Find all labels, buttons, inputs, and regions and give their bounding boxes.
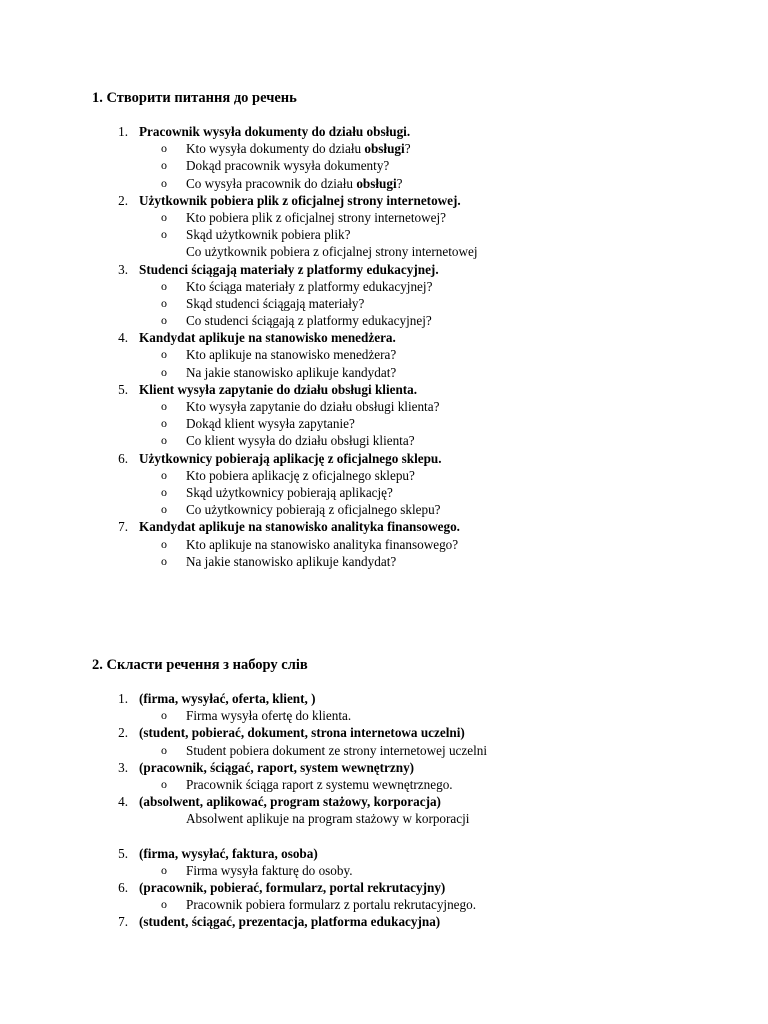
text-part: Co użytkownicy pobierają z oficjalnego sklepu? — [186, 502, 441, 518]
list-item-text: (pracownik, pobierać, formularz, portal rekrutacyjny) — [139, 880, 446, 896]
list-item-number: 3. — [118, 261, 128, 277]
list-item-text: (pracownik, ściągać, raport, system wewnętrzny) — [139, 759, 415, 775]
sub-list-item-text — [186, 776, 453, 793]
sub-list-item-text — [186, 364, 396, 381]
list-item — [0, 879, 768, 896]
list-item-text: Kandydat aplikuje na stanowisko analityka finansowego. — [139, 519, 460, 535]
sub-list-item — [0, 175, 768, 192]
bullet-icon: o — [161, 742, 167, 757]
sub-list-item-text — [186, 553, 396, 570]
list-item — [0, 913, 768, 930]
bullet-icon: o — [161, 175, 167, 190]
text-part: Student pobiera dokument ze strony internetowej uczelni — [186, 742, 488, 758]
sub-list-item-text — [186, 501, 441, 518]
text-part: Firma wysyła ofertę do klienta. — [186, 708, 352, 724]
list-item-text: Pracownik wysyła dokumenty do działu obsługi. — [139, 124, 411, 139]
list-item — [0, 261, 768, 278]
list-item-number: 3. — [118, 759, 128, 775]
sub-list-item — [0, 707, 768, 724]
list-item-text: (student, ściągać, prezentacja, platforma edukacyjna) — [139, 914, 441, 930]
text-part: Absolwent aplikuje na program stażowy w korporacji — [186, 811, 470, 827]
list-item-number: 7. — [118, 519, 128, 535]
sub-list-item — [0, 398, 768, 415]
list-item-number: 5. — [118, 381, 128, 397]
sub-list-item — [0, 810, 768, 827]
list-item-number: 4. — [118, 330, 128, 346]
text-part: Dokąd pracownik wysyła dokumenty? — [186, 158, 390, 174]
text-part: Co studenci ściągają z platformy edukacyjnej? — [186, 313, 432, 329]
bullet-icon: o — [161, 708, 167, 723]
sub-list-item-text — [186, 295, 364, 312]
sub-list-item-text — [186, 209, 446, 226]
sub-list-item-text — [186, 346, 396, 363]
bullet-icon: o — [161, 467, 167, 482]
section-heading: 1. Створити питання до речень — [92, 90, 297, 106]
bullet-icon: o — [161, 158, 167, 173]
list-item — [0, 690, 768, 707]
text-part: Kto wysyła dokumenty do działu — [186, 141, 365, 157]
sub-list-item-text — [186, 226, 350, 243]
sub-list-item — [0, 501, 768, 518]
sub-list-item — [0, 862, 768, 879]
list-item-number: 6. — [118, 880, 128, 896]
list-item-text: Użytkownicy pobierają aplikację z oficjalnego sklepu. — [139, 450, 442, 466]
bullet-icon: o — [161, 399, 167, 413]
section-compose-sentences — [0, 655, 768, 931]
text-part: Kto aplikuje na stanowisko menedżera? — [186, 347, 397, 363]
list-item — [0, 845, 768, 862]
list-item-number: 1. — [118, 124, 128, 139]
bullet-icon: o — [161, 347, 167, 362]
text-part: Firma wysyła fakturę do osoby. — [186, 862, 353, 878]
list-item-text: Studenci ściągają materiały z platformy edukacyjnej. — [139, 261, 439, 277]
sub-list-item-text — [186, 810, 469, 827]
list-item-text: Użytkownik pobiera plik z oficjalnej strony internetowej. — [139, 192, 461, 208]
list-item — [0, 381, 768, 398]
sub-list-item — [0, 742, 768, 759]
list-item — [0, 793, 768, 810]
list-item — [0, 329, 768, 346]
text-part: Kto wysyła zapytanie do działu obsługi klienta? — [186, 399, 440, 414]
sub-list-item — [0, 432, 768, 449]
bullet-icon: o — [161, 776, 167, 791]
sub-list-item-text — [186, 175, 403, 192]
list-item-text: (absolwent, aplikować, program stażowy, korporacja) — [139, 794, 441, 810]
sub-list-item-text — [186, 536, 458, 553]
text-part: Kto ściąga materiały z platformy edukacyjnej? — [186, 278, 433, 294]
bullet-icon: o — [161, 295, 167, 310]
sub-list-item — [0, 243, 768, 260]
list-item-number: 6. — [118, 450, 128, 466]
sub-list-item — [0, 484, 768, 501]
sub-list-item — [0, 346, 768, 363]
text-part: Skąd użytkownicy pobierają aplikację? — [186, 484, 393, 500]
sub-list-item-text — [186, 312, 432, 329]
text-part: Na jakie stanowisko aplikuje kandydat? — [186, 553, 397, 569]
sub-list-item-text — [186, 896, 476, 913]
sub-list-item — [0, 896, 768, 913]
list-item-number: 7. — [118, 914, 128, 930]
sub-list-item — [0, 295, 768, 312]
bullet-icon: o — [161, 227, 167, 242]
numbered-list — [0, 690, 768, 931]
bullet-icon: o — [161, 553, 167, 568]
bullet-icon: o — [161, 433, 167, 448]
sub-list-item-text — [186, 398, 439, 415]
sub-list-item — [0, 553, 768, 570]
sub-list-item-text — [186, 278, 432, 295]
sub-list-item — [0, 467, 768, 484]
sub-list-item — [0, 312, 768, 329]
sub-list-item-text — [186, 432, 415, 449]
text-part: Co użytkownik pobiera z oficjalnej strony internetowej — [186, 244, 478, 260]
list-item-text: Kandydat aplikuje na stanowisko menedżera. — [139, 330, 396, 346]
text-part: Co klient wysyła do działu obsługi klienta? — [186, 433, 415, 449]
sub-list-item-text — [186, 707, 351, 724]
bullet-icon: o — [161, 278, 167, 293]
section-create-questions — [0, 88, 768, 570]
text-part: Co wysyła pracownik do działu — [186, 175, 357, 191]
sub-list-item — [0, 536, 768, 553]
bullet-icon: o — [161, 536, 167, 551]
bold-text-part: obsługi — [364, 141, 405, 157]
blank-line — [0, 828, 768, 845]
text-part: Kto pobiera plik z oficjalnej strony internetowej? — [186, 209, 447, 225]
bullet-icon: o — [161, 141, 167, 156]
numbered-list — [0, 123, 768, 570]
list-item — [0, 192, 768, 209]
sub-list-item — [0, 226, 768, 243]
text-part: ? — [404, 141, 411, 157]
text-part: Dokąd klient wysyła zapytanie? — [186, 416, 355, 432]
bullet-icon: o — [161, 416, 167, 431]
list-item — [0, 759, 768, 776]
sub-list-item — [0, 140, 768, 157]
list-item — [0, 123, 768, 140]
sub-list-item-text — [186, 862, 353, 879]
list-item-text: (student, pobierać, dokument, strona internetowa uczelni) — [139, 725, 465, 741]
sub-list-item-text — [186, 467, 415, 484]
sub-list-item — [0, 157, 768, 174]
text-part: Pracownik ściąga raport z systemu wewnętrznego. — [186, 776, 453, 792]
list-item-text: (firma, wysyłać, faktura, osoba) — [139, 845, 318, 861]
sub-list-item — [0, 415, 768, 432]
bullet-icon: o — [161, 502, 167, 517]
sub-list-item-text — [186, 243, 478, 260]
text-part: Skąd użytkownik pobiera plik? — [186, 227, 351, 243]
sub-list-item — [0, 776, 768, 793]
sub-list-item-text — [186, 742, 487, 759]
text-part: Pracownik pobiera formularz z portalu rekrutacyjnego. — [186, 897, 477, 913]
list-item-number: 4. — [118, 794, 128, 810]
sub-list-item-text — [186, 157, 389, 174]
list-item-number: 2. — [118, 192, 128, 208]
section-heading: 2. Скласти речення з набору слів — [92, 657, 308, 673]
list-item — [0, 724, 768, 741]
sub-list-item — [0, 278, 768, 295]
text-part: Kto pobiera aplikację z oficjalnego sklepu? — [186, 467, 415, 483]
bullet-icon: o — [161, 862, 167, 877]
list-item-number: 2. — [118, 725, 128, 741]
sub-list-item — [0, 364, 768, 381]
list-item — [0, 518, 768, 535]
sub-list-item-text — [186, 415, 355, 432]
bullet-icon: o — [161, 313, 167, 328]
list-item-number: 1. — [118, 691, 128, 706]
sub-list-item — [0, 209, 768, 226]
bullet-icon: o — [161, 484, 167, 499]
list-item-text: (firma, wysyłać, oferta, klient, ) — [139, 691, 316, 706]
bullet-icon: o — [161, 897, 167, 912]
sub-list-item-text — [186, 140, 411, 157]
bullet-icon: o — [161, 364, 167, 379]
bullet-icon: o — [161, 209, 167, 224]
list-item-text: Klient wysyła zapytanie do działu obsługi klienta. — [139, 381, 418, 397]
text-part: Skąd studenci ściągają materiały? — [186, 295, 365, 311]
text-part: Kto aplikuje na stanowisko analityka finansowego? — [186, 536, 459, 552]
text-part: Na jakie stanowisko aplikuje kandydat? — [186, 364, 397, 380]
text-part: ? — [396, 175, 403, 191]
list-item-number: 5. — [118, 845, 128, 861]
list-item — [0, 450, 768, 467]
bold-text-part: obsługi — [356, 175, 397, 191]
sub-list-item-text — [186, 484, 393, 501]
